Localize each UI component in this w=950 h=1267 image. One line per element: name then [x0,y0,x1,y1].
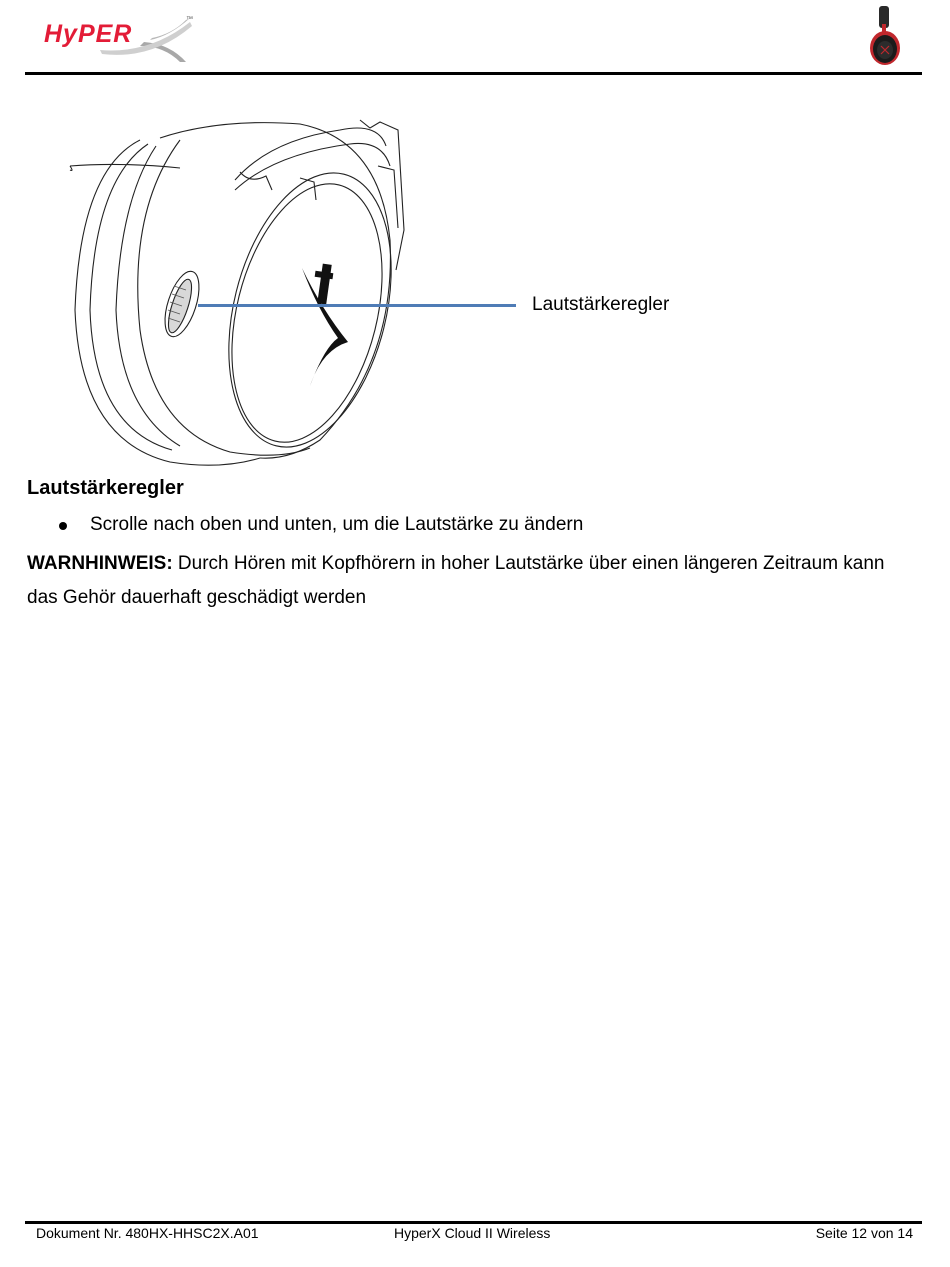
callout-leader-line [198,304,516,307]
warning-text: Durch Hören mit Kopfhörern in hoher Lautstärke über einen längeren Zeitraum kann das Gehör dauerhaft geschädigt werden [27,553,885,608]
hyperx-logo [40,10,200,64]
logo-wordmark: HyPER [44,20,133,48]
page-header [0,0,950,76]
warning-paragraph [27,547,917,615]
product-name: HyperX Cloud II Wireless [394,1225,551,1241]
header-divider [25,72,922,75]
headset-thumbnail-icon [864,4,906,68]
page-number: Seite 12 von 14 [815,1225,913,1241]
volume-wheel-callout-label: Lautstärkeregler [532,294,670,315]
bullet-item: Scrolle nach oben und unten, um die Lautstärke zu ändern [90,514,584,535]
document-number: Dokument Nr. 480HX-HHSC2X.A01 [36,1225,259,1241]
footer-divider [25,1221,922,1224]
section-heading: Lautstärkeregler [27,477,184,499]
trademark-mark: ™ [186,16,193,23]
headset-earcup-illustration [60,110,420,470]
bullet-marker [59,522,67,530]
warning-label: WARNHINWEIS: [27,553,173,574]
